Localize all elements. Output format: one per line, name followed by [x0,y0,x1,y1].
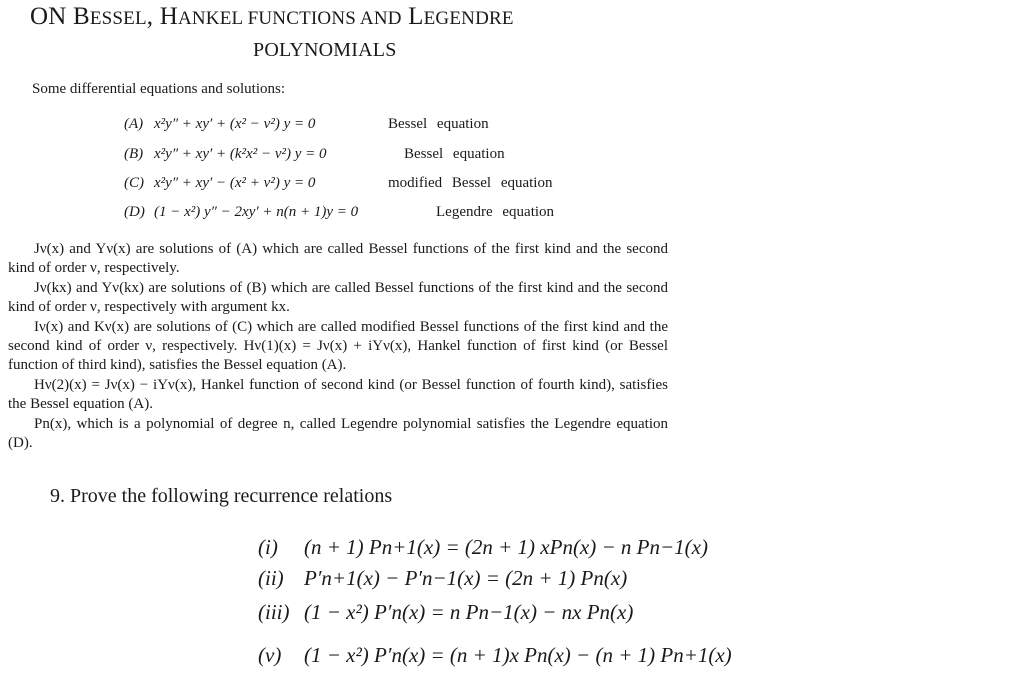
recurrence-formula: (1 − x²) P′n(x) = n Pn−1(x) − nx Pn(x) [304,600,634,624]
title-line-1: ON BESSEL, HANKEL FUNCTIONS AND LEGENDRE [30,3,514,30]
solutions-text [8,240,668,453]
equation-formula: x²y″ + xy′ + (x² − ν²) y = 0 [154,116,316,132]
equation-name: Bessel equation [404,146,505,162]
recurrence-formula: P′n+1(x) − P′n−1(x) = (2n + 1) Pn(x) [304,566,628,590]
recurrence-formula: (n + 1) Pn+1(x) = (2n + 1) xPn(x) − n Pn−1(x) [304,535,708,559]
recurrence-ii: (ii) P′n+1(x) − P′n−1(x) = (2n + 1) Pn(x) [258,566,628,590]
equation-name: modified Bessel equation [388,175,553,191]
equation-name: Legendre equation [436,204,555,220]
equation-formula: (1 − x²) y″ − 2xy′ + n(n + 1)y = 0 [154,204,359,220]
equation-name: Bessel equation [388,116,489,132]
paragraph-bessel-b: Jν(kx) and Yν(kx) are solutions of (B) which are called Bessel functions of the first kind and the second kind of order ν, respectively with argument kx. [8,279,668,316]
equation-formula: x²y″ + xy′ + (k²x² − ν²) y = 0 [154,146,327,162]
paragraph-legendre: Pn(x), which is a polynomial of degree n, called Legendre polynomial satisfies the Legendre equation (D). [8,415,668,452]
equation-formula: x²y″ + xy′ − (x² + ν²) y = 0 [154,175,316,191]
equation-row-c: (C) x²y″ + xy′ − (x² + ν²) y = 0 modified Bessel equation [124,175,553,191]
title-line-2: POLYNOMIALS [253,39,397,61]
paragraph-bessel-a: Jν(x) and Yν(x) are solutions of (A) which are called Bessel functions of the first kind and the second kind of order ν, respectively. [8,241,668,277]
recurrence-v: (v) (1 − x²) P′n(x) = (n + 1)x Pn(x) − (n + 1) Pn+1(x) [258,643,732,667]
recurrence-iii: (iii) (1 − x²) P′n(x) = n Pn−1(x) − nx Pn(x) [258,600,634,624]
equation-row-b: (B) x²y″ + xy′ + (k²x² − ν²) y = 0 Bessel equation [124,146,505,162]
equation-row-d: (D) (1 − x²) y″ − 2xy′ + n(n + 1)y = 0 Legendre equation [124,204,555,220]
title-prefix: ON [30,3,67,30]
intro-text: Some differential equations and solutions: [32,81,286,97]
paragraph-hankel-second: Hν(2)(x) = Jν(x) − iYν(x), Hankel function of second kind (or Bessel function of fourth kind), satisfies the Bessel equation (A). [8,376,668,413]
recurrence-formula: (1 − x²) P′n(x) = (n + 1)x Pn(x) − (n + 1) Pn+1(x) [304,643,732,667]
section-heading: 9. Prove the following recurrence relations [50,485,393,507]
recurrence-i: (i) (n + 1) Pn+1(x) = (2n + 1) xPn(x) − n Pn−1(x) [258,535,708,559]
paragraph-modified-bessel: Iν(x) and Kν(x) are solutions of (C) which are called modified Bessel functions of the first kind and the second kind of order ν, respectively. Hν(1)(x) = Jν(x) + iYν(x), Hankel function of first kind (or Bessel function of third kind), satisfies the Bessel equation (A). [8,318,668,374]
equation-row-a: (A) x²y″ + xy′ + (x² − ν²) y = 0 Bessel equation [124,116,489,132]
